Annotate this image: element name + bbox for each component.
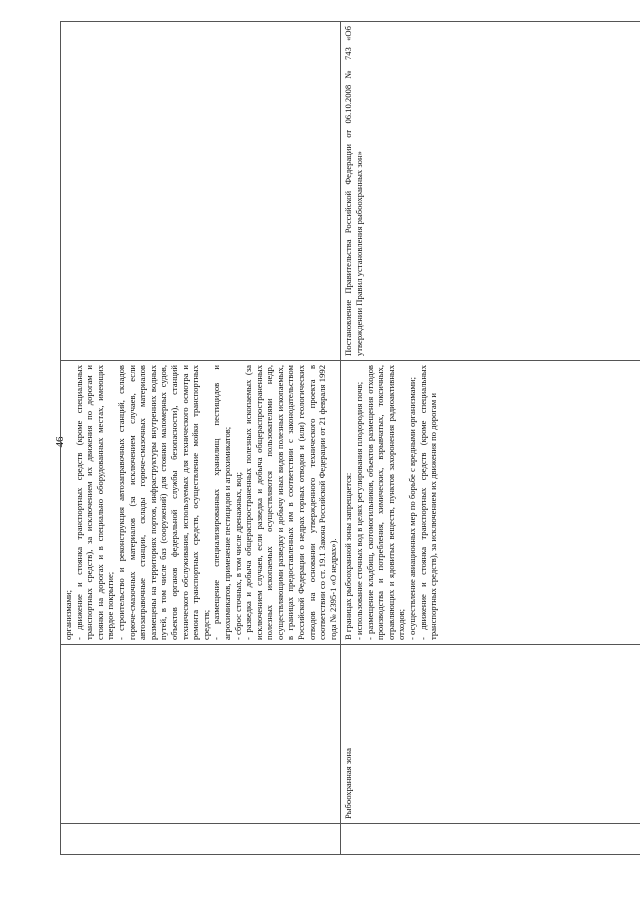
restrictions-cell (61, 361, 341, 645)
restriction-line: - строительство и реконструкция автозаправочных станций, складов горюче-смазочных материалов (за исключением случаев, если автозаправочные станции, склады горюче-смазочных материалов размещены на территориях портов, инфраструктуры внутренних водных путей, в том числе баз (сооружений) для стоянки маломерных судов, объектов органов федеральной службы безопасности), станций технического обслуживания, используемых для технического осмотра и ремонта транспортных средств, осуществление мойки транспортных средств; (115, 365, 211, 640)
zone-name-cell (61, 645, 341, 824)
restriction-line: - разведка и добыча общераспространенных полезных ископаемых (за исключением случаев, если разведка и добыча общераспространенных полезных ископаемых осуществляются пользователями недр, осуществляющими разведку и добычу иных видов полезных ископаемых, в границах предоставленных им в соответствии с законодательством Российской Федерации о недрах горных отводов и (или) геологических отводов на основании утвержденного технического проекта в соответствии со ст. 19.1 Закона Российской Федерации от 21 февраля 1992 года № 2395-1 «О недрах»). (243, 365, 338, 640)
restriction-line: - осуществление авиационных мер по борьбе с вредными организмами; (407, 377, 417, 640)
table-row (341, 22, 640, 855)
legal-basis: Постановление Правительства Российской Федерации от 06.10.2008 № 743 «Об утверждении Правил установления рыбоохранных зон» (343, 26, 365, 356)
restriction-line: - размещение специализированных хранилищ пестицидов и агрохимикатов, применение пестицидов и агрохимикатов; (211, 365, 232, 640)
legal-basis-cell (341, 22, 640, 361)
zone-name: Рыбоохранная зона (343, 748, 354, 819)
restriction-line: - использование сточных вод в целях регулирования плодородия почв; (354, 381, 365, 640)
restrictions-cell (341, 361, 640, 645)
restriction-line: - размещение кладбищ, скотомогильников, объектов размещения отходов производства и потребления, химических, взрывчатых, токсичных, отравляющих и ядовитых веществ, пунктов захоронения радиоактивных отходов; (364, 365, 407, 640)
row-number-cell (61, 824, 341, 855)
legal-basis-cell (61, 22, 341, 361)
rotated-page (60, 26, 615, 855)
restriction-line: - движение и стоянка транспортных средств (кроме специальных транспортных средств), за исключением их движения по дорогам и (417, 365, 439, 640)
row-number-cell (341, 824, 640, 855)
restriction-line: В границах рыбоохранной зоны запрещается: (343, 472, 354, 640)
zone-name-cell (341, 645, 640, 824)
restriction-line: - сброс сточных, в том числе дренажных, вод; (232, 471, 243, 640)
restriction-line: - движение и стоянка транспортных средств (кроме специальных транспортных средств), за исключением их движения по дорогам и стоянки на дорогах и в специально оборудованных местах, имеющих твердое покрытие; (73, 365, 116, 640)
table-row (61, 22, 341, 855)
restriction-line: организмами; (63, 589, 73, 640)
restrictions-table (60, 21, 640, 855)
page-number: 46 (54, 436, 66, 448)
